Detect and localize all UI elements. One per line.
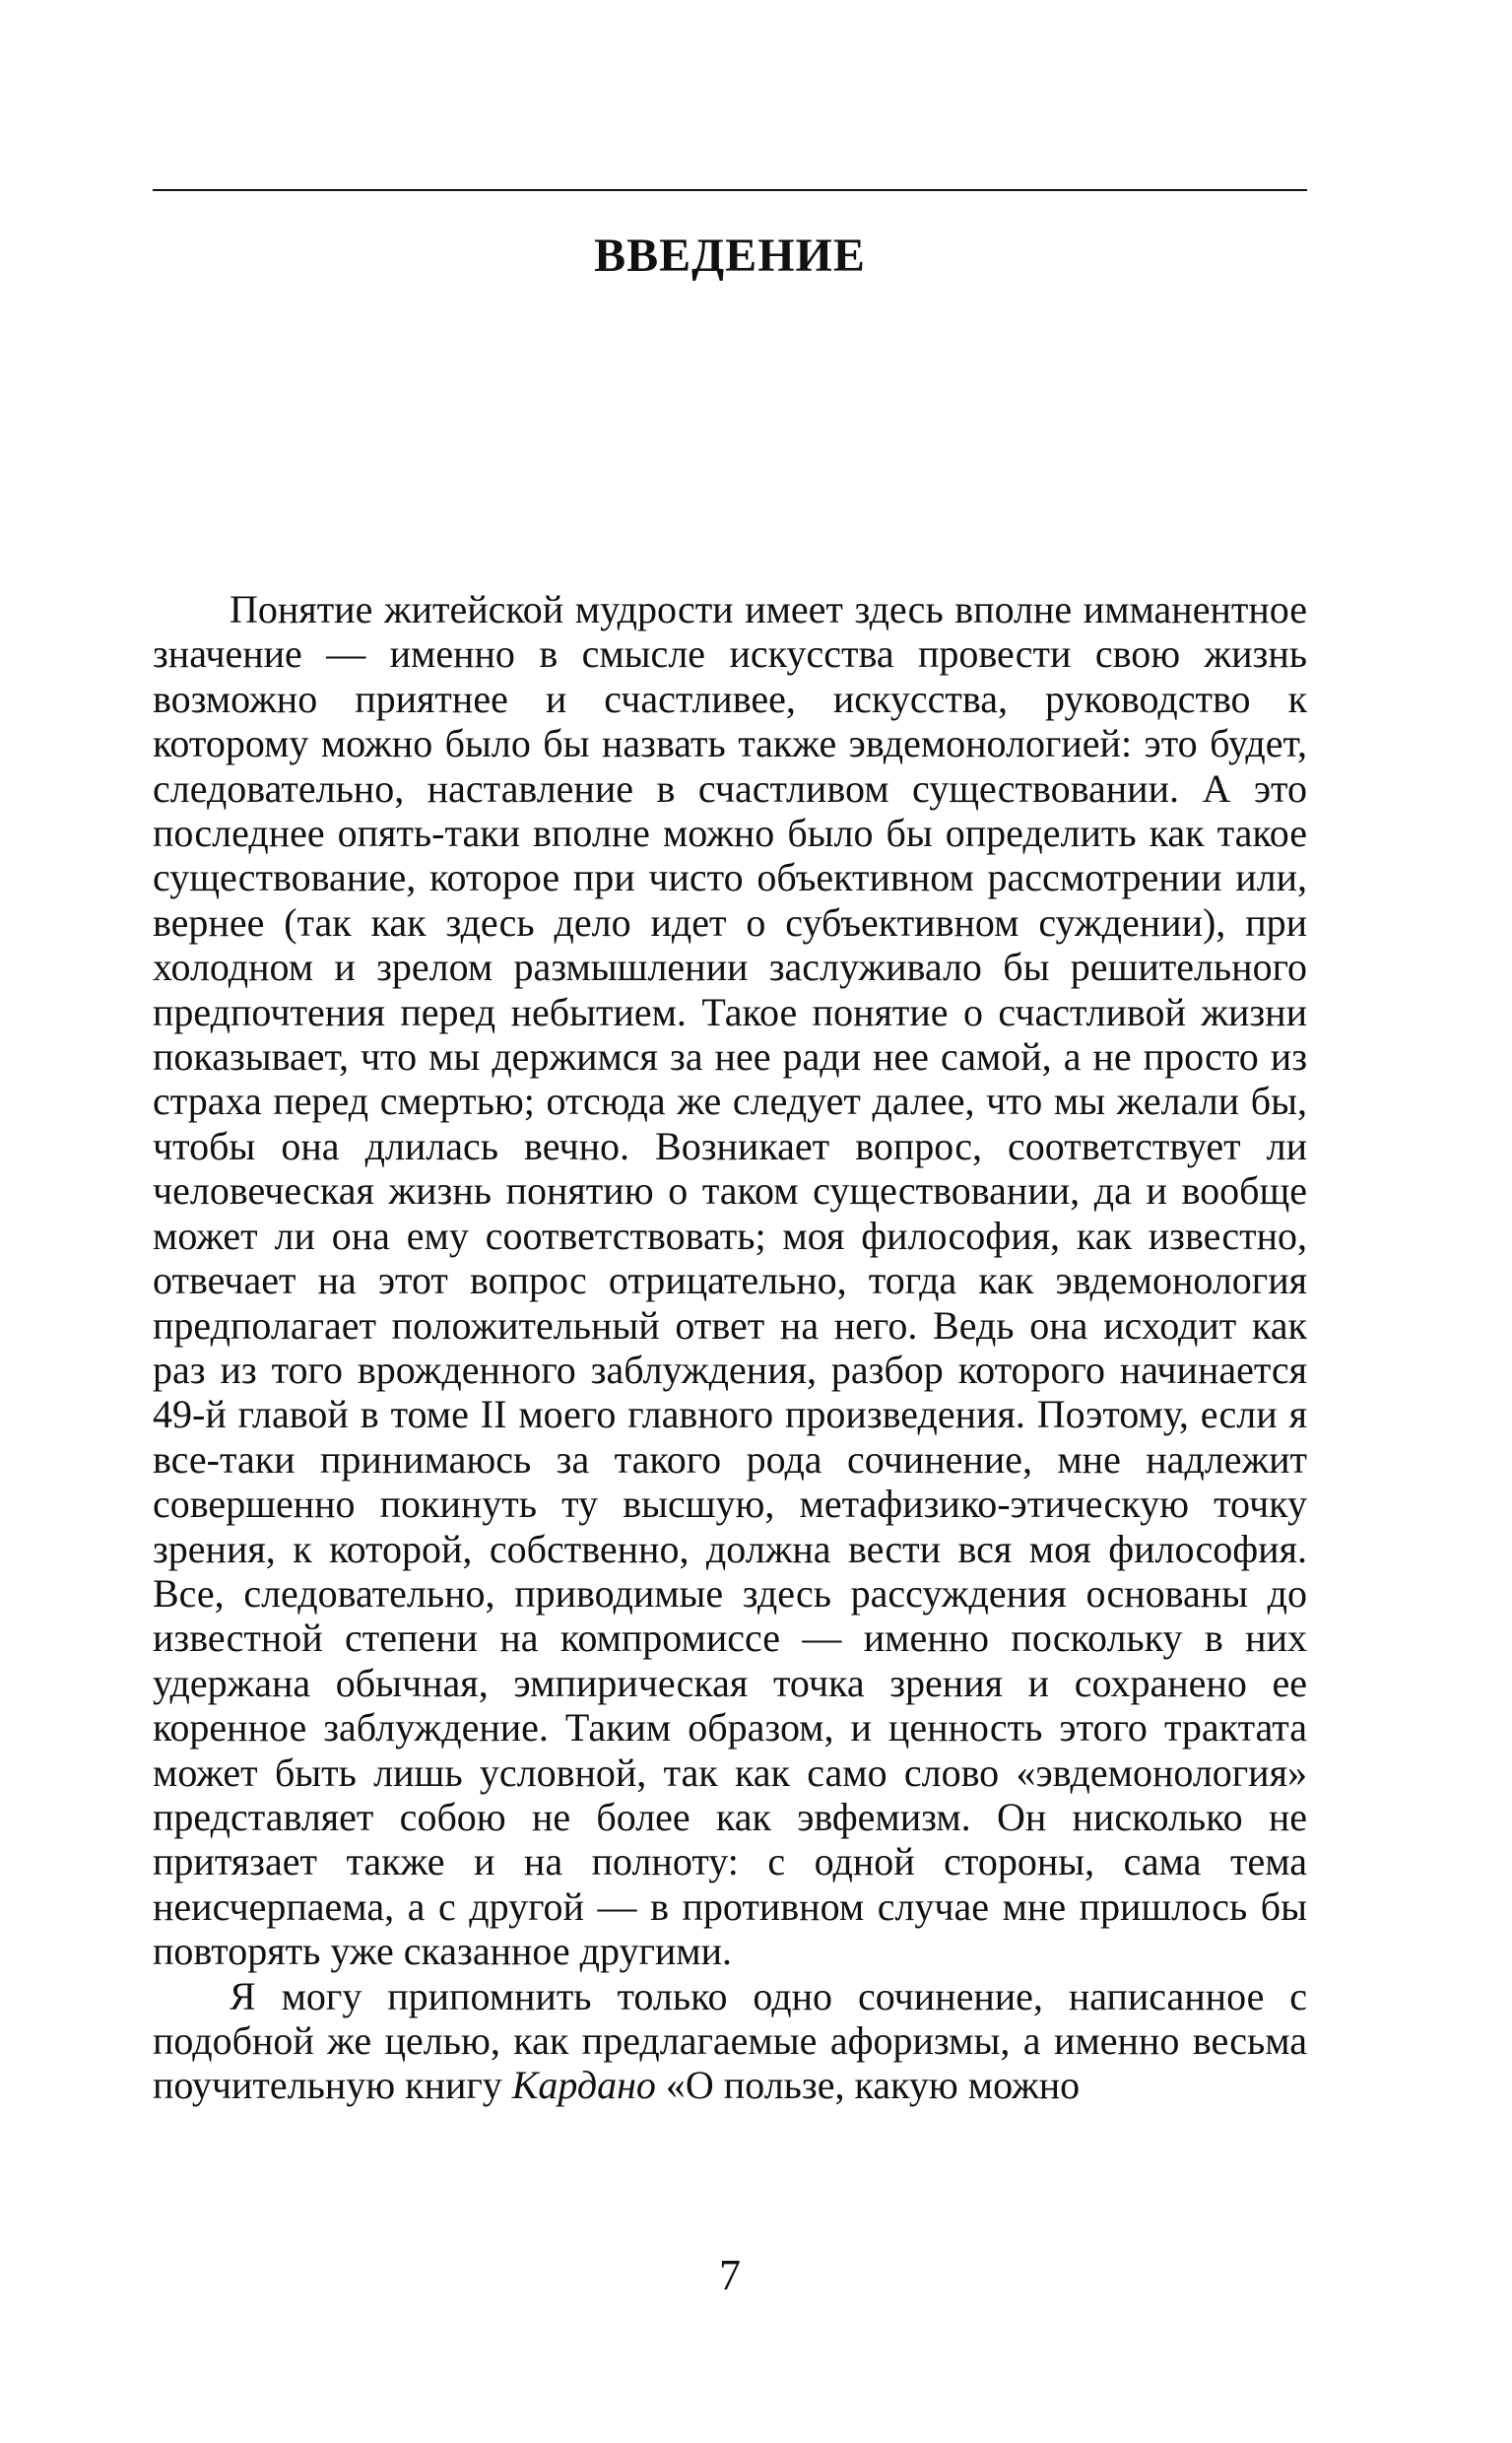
author-name-cardano: Кардано [511,2063,656,2108]
header-rule [153,189,1307,191]
page-number: 7 [719,2251,741,2299]
paragraph-2 [153,1974,1307,2108]
paragraph-2-start: Я могу припомнить только одно сочинение, написанное с подобной же целью, как предлагаемые афоризмы, а именно весьма поучительную книгу [153,1973,1307,2108]
text-body [153,587,1307,2108]
chapter-title: ВВЕДЕНИЕ [594,230,866,282]
paragraph-1: Понятие житейской мудрости имеет здесь вполне имманентное значение — именно в смысле искусства провести свою жизнь возможно приятнее и счастливее, искусства, руководство к которому можно было бы назвать также эвдемонологией: это будет, следовательно, наставление в счастливом существовании. А это последнее опять-таки вполне можно было бы определить как такое существование, которое при чисто объективном рассмотрении или, вернее (так как здесь дело идет о субъективном суждении), при холодном и зрелом размышлении заслуживало бы решительного предпочтения перед небытием. Такое понятие о счастливой жизни показывает, что мы держимся за нее ради нее самой, а не просто из страха перед смертью; отсюда же следует далее, что мы желали бы, чтобы она длилась вечно. Возникает вопрос, соответствует ли человеческая жизнь понятию о таком существовании, да и вообще может ли она ему соответствовать; моя философия, как известно, отвечает на этот вопрос отрицательно, тогда как эвдемонология предполагает положительный ответ на него. Ведь она исходит как раз из того врожденного заблуждения, разбор которого начинается 49-й главой в томе II моего главного произведения. Поэтому, если я все-таки принимаюсь за такого рода сочинение, мне надлежит совершенно покинуть ту высшую, метафизико-этическую точку зрения, к которой, собственно, должна вести вся моя философия. Все, следовательно, приводимые здесь рассуждения основаны до известной степени на компромиссе — именно поскольку в них удержана обычная, эмпирическая точка зрения и сохранено ее коренное заблуждение. Таким образом, и ценность этого трактата может быть лишь условной, так как само слово «эвдемонология» представляет собою не более как эвфемизм. Он нисколько не притязает также и на полноту: с одной стороны, сама тема неисчерпаема, а с другой — в противном случае мне пришлось бы повторять уже сказанное другими. [153,587,1307,1974]
paragraph-2-end: «О пользе, какую можно [665,2063,1081,2108]
